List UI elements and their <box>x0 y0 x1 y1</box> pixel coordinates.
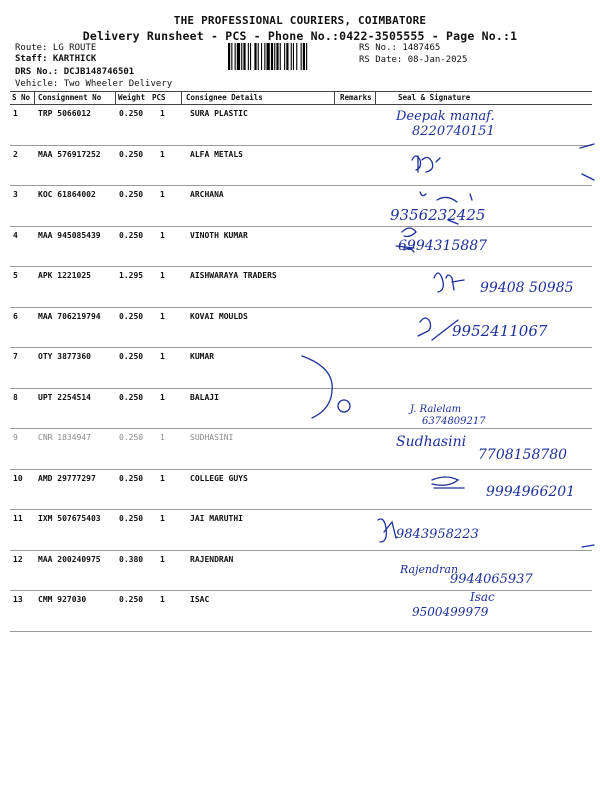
row-weight: 0.250 <box>119 352 144 361</box>
row-consignment: OTY 3877360 <box>38 352 91 361</box>
row-consignee: SUDHASINI <box>190 433 234 442</box>
pen-scribble-row7 <box>302 356 332 418</box>
row-sno: 13 <box>13 595 23 604</box>
row-consignment: KOC 61864002 <box>38 190 96 199</box>
row-consignee: VINOTH KUMAR <box>190 230 248 240</box>
row-sno: 8 <box>13 392 18 402</box>
row-consignee: AISHWARAYA TRADERS <box>190 271 277 280</box>
row-pcs: 1 <box>160 554 165 564</box>
row-pcs: 1 <box>160 473 165 483</box>
row-pcs: 1 <box>160 392 165 402</box>
row-consignment: MAA 945085439 <box>38 230 101 240</box>
row-consignee: ISAC <box>190 595 210 604</box>
row-pcs: 1 <box>160 514 165 523</box>
row-consignment: CNR 1834947 <box>38 433 91 442</box>
col-seal-signature: Seal & Signature <box>398 93 471 102</box>
vehicle-label: Vehicle: Two Wheeler Delivery <box>15 79 173 89</box>
signature-scribble-row5 <box>434 273 464 292</box>
rs-date: RS Date: 08-Jan-2025 <box>359 55 468 65</box>
row-pcs: 1 <box>160 311 165 321</box>
row-consignee: COLLEGE GUYS <box>190 473 248 483</box>
row-pcs: 1 <box>160 595 165 604</box>
row-sno: 1 <box>13 109 18 118</box>
col-sno: S No <box>12 93 31 102</box>
row-consignment: TRP 5066012 <box>38 109 91 118</box>
row-consignment: MAA 576917252 <box>38 149 101 159</box>
row-sno: 5 <box>13 271 18 280</box>
col-weight: Weight <box>118 93 146 102</box>
route-label: Route: LG ROUTE <box>15 43 97 53</box>
runsheet-subtitle: Delivery Runsheet - PCS - Phone No.:0422-3505555 - Page No.:1 <box>82 29 518 43</box>
row-weight: 0.250 <box>119 109 144 118</box>
signature-row11-phone: 9843958223 <box>396 527 479 542</box>
row-consignee: JAI MARUTHI <box>190 514 243 523</box>
row-consignee: ARCHANA <box>190 190 224 199</box>
signature-row9-phone: 7708158780 <box>478 447 568 463</box>
row-consignment: IXM 507675403 <box>38 514 101 523</box>
company-title: THE PROFESSIONAL COURIERS, COIMBATORE <box>173 14 427 27</box>
row-weight: 0.250 <box>119 433 144 442</box>
col-remarks: Remarks <box>340 93 372 102</box>
signature-row13-name: Isac <box>470 590 495 604</box>
row-consignment: AMD 29777297 <box>38 473 96 483</box>
signature-scribble-row2 <box>412 156 440 172</box>
row-pcs: 1 <box>160 109 165 118</box>
row-consignment: MAA 200240975 <box>38 554 101 564</box>
row-consignee: RAJENDRAN <box>190 554 234 564</box>
row-sno: 9 <box>13 433 18 442</box>
row-consignment: APK 1221025 <box>38 271 91 280</box>
row-consignment: UPT 2254514 <box>38 392 91 402</box>
row-pcs: 1 <box>160 190 165 199</box>
signature-row6-phone: 9952411067 <box>452 322 548 340</box>
col-consignee: Consignee Details <box>186 93 263 102</box>
row-sno: 11 <box>13 514 23 523</box>
row-sno: 2 <box>13 149 18 159</box>
row-weight: 1.295 <box>119 271 144 280</box>
row-weight: 0.250 <box>119 473 144 483</box>
row-weight: 0.250 <box>119 190 144 199</box>
signature-row5-phone: 99408 50985 <box>480 280 574 296</box>
row-sno: 3 <box>13 190 18 199</box>
row-consignee: ALFA METALS <box>190 149 243 159</box>
signature-row8-phone: 6374809217 <box>422 416 486 427</box>
drs-number: DRS No.: DCJB148746501 <box>15 67 135 77</box>
rs-number: RS No.: 1487465 <box>359 43 441 53</box>
col-consignment: Consignment No <box>38 93 102 102</box>
col-pcs: PCS <box>152 93 166 102</box>
row-sno: 4 <box>13 230 18 240</box>
row-weight: 0.250 <box>119 514 144 523</box>
signature-scribble-row10 <box>432 477 464 488</box>
staff-label: Staff: KARTHICK <box>15 54 97 64</box>
row-pcs: 1 <box>160 352 165 361</box>
row-sno: 6 <box>13 311 18 321</box>
row-weight: 0.250 <box>119 311 144 321</box>
dash-mark-row12 <box>582 545 594 547</box>
row-consignee: KOVAI MOULDS <box>190 311 248 321</box>
row-sno: 10 <box>13 473 23 483</box>
row-sno: 12 <box>13 554 23 564</box>
row-pcs: 1 <box>160 433 165 442</box>
row-weight: 0.250 <box>119 149 144 159</box>
signature-row13-phone: 9500499979 <box>412 605 489 619</box>
signature-row4-phone: 6994315887 <box>398 238 488 254</box>
signature-row10-phone: 9994966201 <box>486 484 576 500</box>
signature-row12-name: Rajendran <box>400 563 459 576</box>
row-pcs: 1 <box>160 271 165 280</box>
row-consignment: CMM 927030 <box>38 595 87 604</box>
row-consignment: MAA 706219794 <box>38 311 101 321</box>
row-consignee: SURA PLASTIC <box>190 109 248 118</box>
row-pcs: 1 <box>160 230 165 240</box>
stamp-circle-row8 <box>338 400 350 412</box>
row-weight: 0.250 <box>119 595 144 604</box>
row-pcs: 1 <box>160 149 165 159</box>
row-sno: 7 <box>13 352 18 361</box>
signature-row9-name: Sudhasini <box>396 434 467 450</box>
signature-row12-phone: 9944065937 <box>450 572 533 587</box>
signature-row1-phone: 8220740151 <box>412 124 495 139</box>
signature-row3-phone: 9356232425 <box>390 206 486 224</box>
row-consignee: KUMAR <box>190 352 215 361</box>
signature-row8-name: J. Ralelam <box>410 404 462 415</box>
row-weight: 0.250 <box>119 230 144 240</box>
signature-row1-name: Deepak manaf. <box>396 109 495 124</box>
dash-mark-row2 <box>580 144 594 180</box>
row-weight: 0.250 <box>119 392 144 402</box>
row-consignee: BALAJI <box>190 392 219 402</box>
row-weight: 0.380 <box>119 554 144 564</box>
signature-scribble-row11 <box>378 519 396 542</box>
